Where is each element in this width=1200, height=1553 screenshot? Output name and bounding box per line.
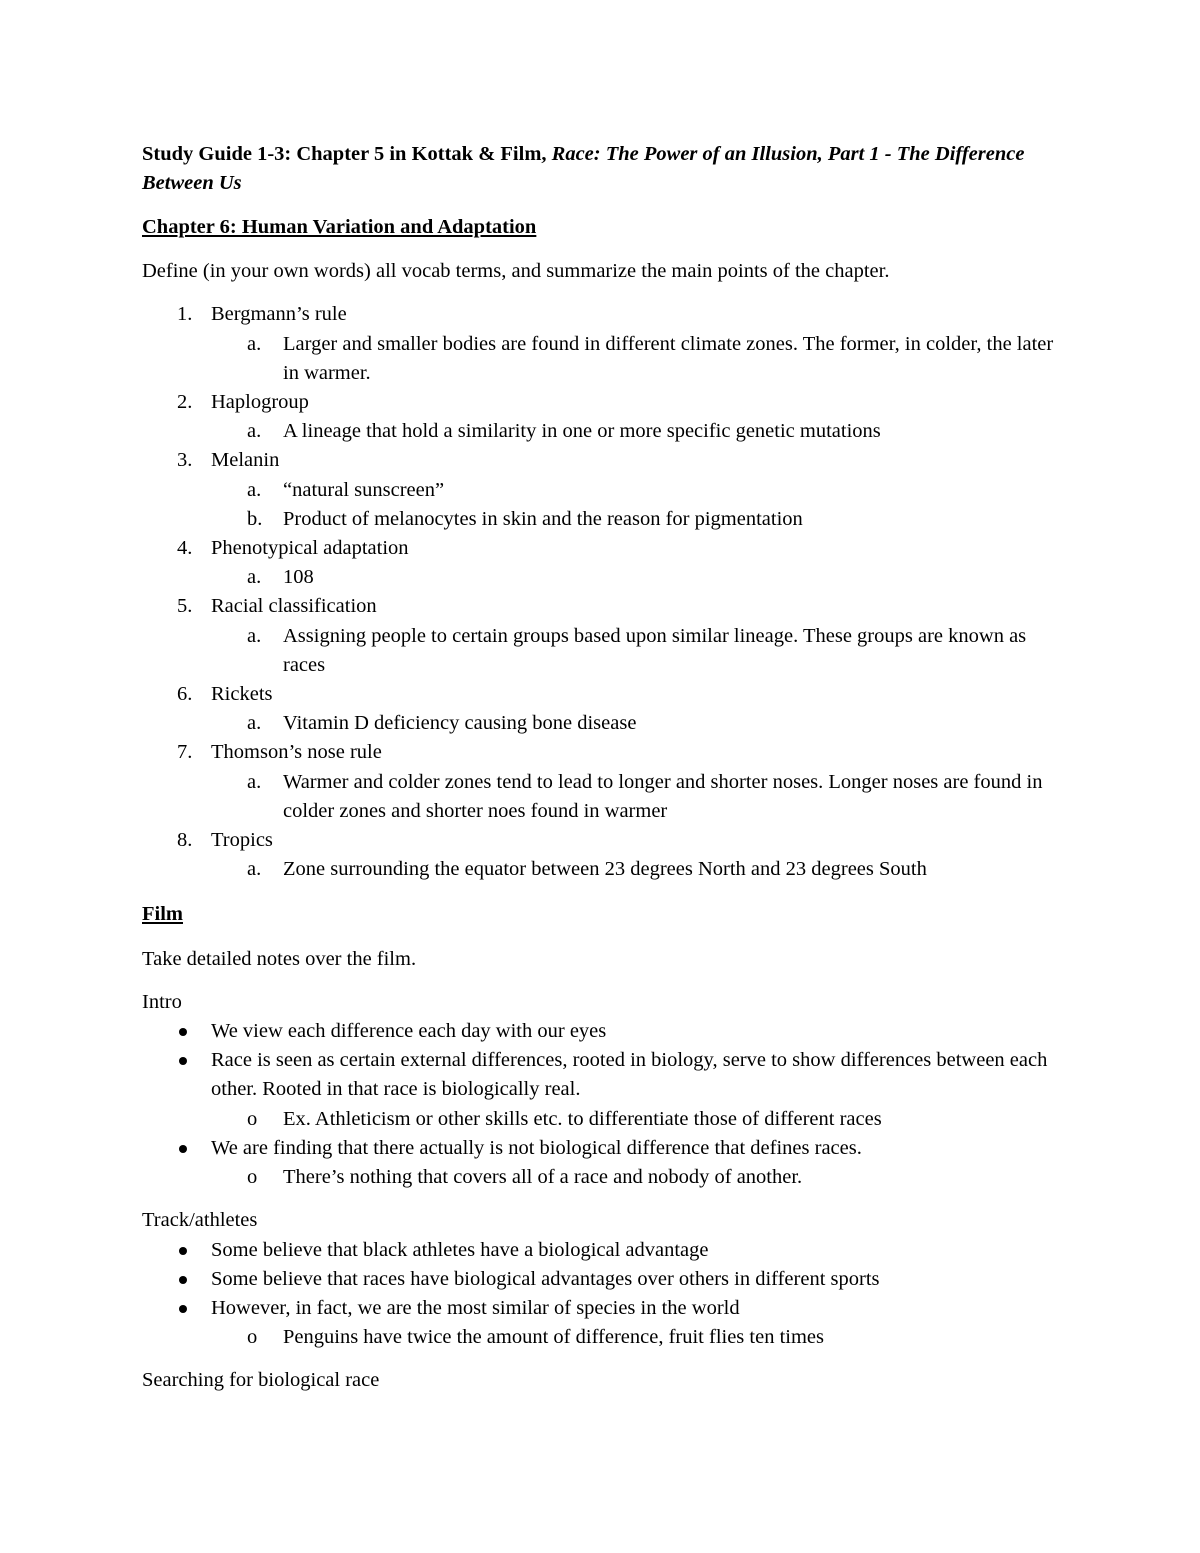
vocab-term: Rickets [211,683,273,706]
note-item [142,1294,1062,1352]
definition-list [211,417,1062,446]
definition-item [211,505,1062,534]
definition-item [211,330,1062,388]
instructions-text: Define (in your own words) all vocab terms, and summarize the main points of the chapter. [142,260,890,283]
item-number: 1. [177,303,193,326]
track-label: Track/athletes [142,1209,258,1232]
definition-item [211,476,1062,505]
vocab-item [142,388,1062,446]
sub-notes [211,1105,1062,1134]
item-letter: a. [247,770,262,793]
definition-list [211,622,1062,680]
note-item [142,1236,1062,1265]
item-number: 6. [177,683,193,706]
sub-note-text: There’s nothing that covers all of a race and nobody of another. [283,1166,803,1189]
sub-note-text: Ex. Athleticism or other skills etc. to differentiate those of different races [283,1107,882,1130]
note-text: Some believe that black athletes have a biological advantage [211,1238,709,1261]
definition-list [211,476,1062,534]
chapter-heading: Chapter 6: Human Variation and Adaptation [142,216,537,238]
definition-text: A lineage that hold a similarity in one or more specific genetic mutations [283,420,881,443]
sub-note-item [211,1163,1062,1192]
definition-text: Assigning people to certain groups based upon similar lineage. These groups are known as races [283,624,1027,676]
bullet-icon [179,1276,187,1284]
film-heading: Film [142,903,183,926]
definition-list [211,709,1062,738]
track-notes [142,1236,1062,1353]
definition-list [211,330,1062,388]
definition-item [211,417,1062,446]
title-text: Study Guide 1-3: Chapter 5 in Kottak & Film, [142,143,552,165]
item-number: 5. [177,595,193,618]
definition-item [211,622,1062,680]
vocab-term: Tropics [211,829,273,852]
item-number: 8. [177,829,193,852]
bullet-icon [179,1028,187,1036]
definition-text: Product of melanocytes in skin and the reason for pigmentation [283,507,803,530]
bullet-icon [179,1057,187,1065]
item-number: 4. [177,537,193,560]
intro-notes [142,1017,1062,1192]
definition-list [211,768,1062,826]
definition-text: Vitamin D deficiency causing bone disease [283,712,637,735]
item-letter: a. [247,566,262,589]
bullet-icon [179,1305,187,1313]
vocab-term: Bergmann’s rule [211,303,347,326]
note-item [142,1017,1062,1046]
sub-notes [211,1323,1062,1352]
definition-item [211,855,1062,884]
item-letter: a. [247,624,262,647]
document-title [142,140,1062,198]
definition-text: Larger and smaller bodies are found in different climate zones. The former, in colder, the later in warmer. [283,332,1054,384]
sub-note-item [211,1105,1062,1134]
circle-bullet-icon: o [247,1326,258,1349]
note-text: However, in fact, we are the most similar of species in the world [211,1296,740,1319]
definition-item [211,709,1062,738]
item-number: 3. [177,449,193,472]
definition-text: Zone surrounding the equator between 23 degrees North and 23 degrees South [283,858,927,881]
definition-list [211,563,1062,592]
definition-item [211,563,1062,592]
item-number: 2. [177,391,193,414]
vocab-list [142,300,1062,884]
sub-note-item [211,1323,1062,1352]
note-text: Race is seen as certain external differences, rooted in biology, serve to show differences between each other. Rooted in that race is biologically real. [211,1049,1048,1101]
vocab-item [142,680,1062,738]
definition-text: Warmer and colder zones tend to lead to longer and shorter noses. Longer noses are found in colder zones and shorter noes found in warmer [283,770,1043,822]
bullet-icon [179,1247,187,1255]
item-letter: a. [247,858,262,881]
circle-bullet-icon: o [247,1166,258,1189]
document-page [142,140,1062,1396]
item-letter: b. [247,507,263,530]
vocab-term: Racial classification [211,595,377,618]
item-letter: a. [247,420,262,443]
sub-note-text: Penguins have twice the amount of difference, fruit flies ten times [283,1326,824,1349]
definition-list [211,855,1062,884]
vocab-term: Haplogroup [211,391,309,414]
note-item [142,1265,1062,1294]
item-letter: a. [247,712,262,735]
circle-bullet-icon: o [247,1107,258,1130]
sub-notes [211,1163,1062,1192]
note-text: Some believe that races have biological advantages over others in different sports [211,1267,880,1290]
vocab-item [142,534,1062,592]
definition-text: 108 [283,566,314,589]
searching-label: Searching for biological race [142,1369,380,1392]
vocab-item [142,446,1062,534]
vocab-item [142,300,1062,388]
title-film-name: Race: The Power of an Illusion, Part 1 - The Difference Between Us [142,143,1025,194]
note-text: We view each difference each day with our eyes [211,1020,607,1043]
vocab-term: Melanin [211,449,280,472]
note-item [142,1134,1062,1192]
intro-label: Intro [142,990,182,1013]
note-item [142,1046,1062,1134]
definition-text: “natural sunscreen” [283,478,445,501]
vocab-term: Thomson’s nose rule [211,741,382,764]
vocab-item [142,738,1062,826]
note-text: We are finding that there actually is not biological difference that defines races. [211,1136,862,1159]
film-instructions: Take detailed notes over the film. [142,947,417,970]
vocab-term: Phenotypical adaptation [211,537,409,560]
vocab-item [142,826,1062,884]
item-letter: a. [247,332,262,355]
bullet-icon [179,1145,187,1153]
definition-item [211,768,1062,826]
vocab-item [142,592,1062,680]
item-number: 7. [177,741,193,764]
item-letter: a. [247,478,262,501]
